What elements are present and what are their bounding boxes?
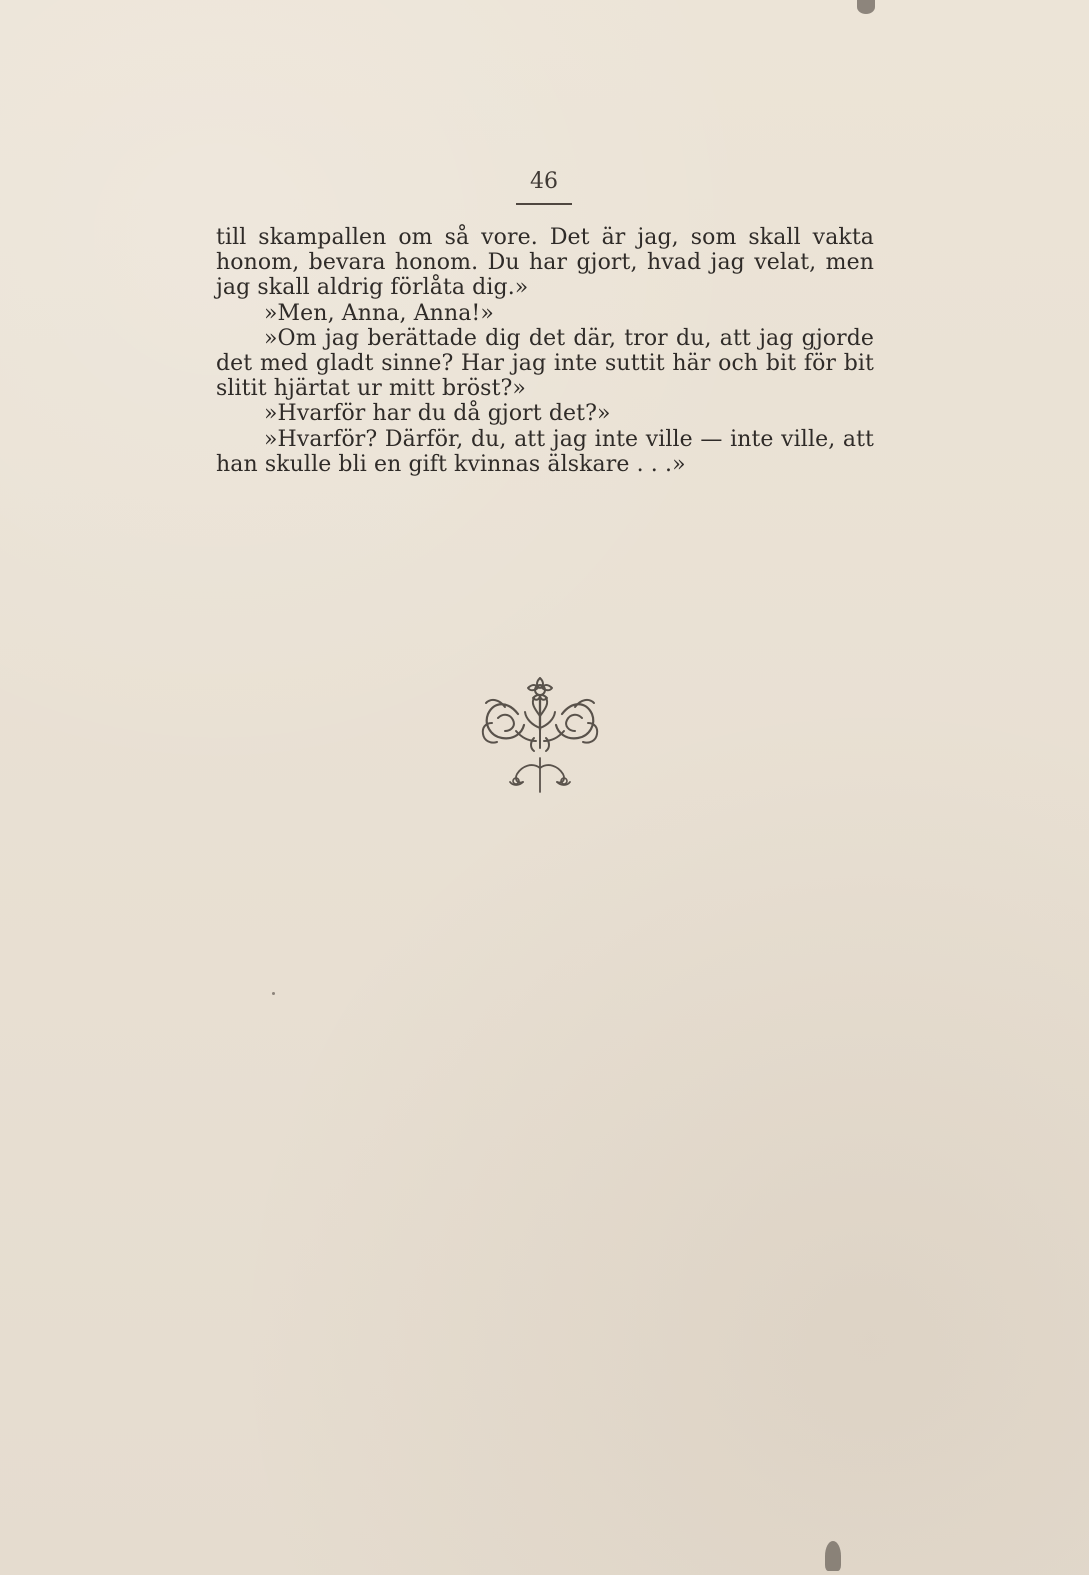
paragraph-1: till skampallen om så vore. Det är jag, som skall vakta honom, bevara honom. Du har gjort, hvad jag velat, men jag skall aldrig förlåta dig.» [216, 225, 874, 301]
paper-speck-left [272, 992, 275, 995]
paragraph-4: »Hvarför har du då gjort det?» [264, 401, 611, 427]
paper-spot-bottom-right [825, 1541, 841, 1571]
page-text [216, 225, 874, 477]
paragraph-2: »Men, Anna, Anna!» [264, 300, 494, 326]
paragraph-3: »Om jag berättade dig det där, tror du, att jag gjorde det med gladt sinne? Har jag inte suttit här och bit för bit slitit hjärtat ur mitt bröst?» [216, 325, 874, 402]
page-number: 46 [516, 171, 572, 205]
paper-spot-top-right [857, 0, 875, 14]
floral-ornament-icon [474, 670, 606, 802]
paragraph-5: »Hvarför? Därför, du, att jag inte ville — inte ville, att han skulle bli en gift kvinnas älskare . . .» [216, 426, 874, 477]
